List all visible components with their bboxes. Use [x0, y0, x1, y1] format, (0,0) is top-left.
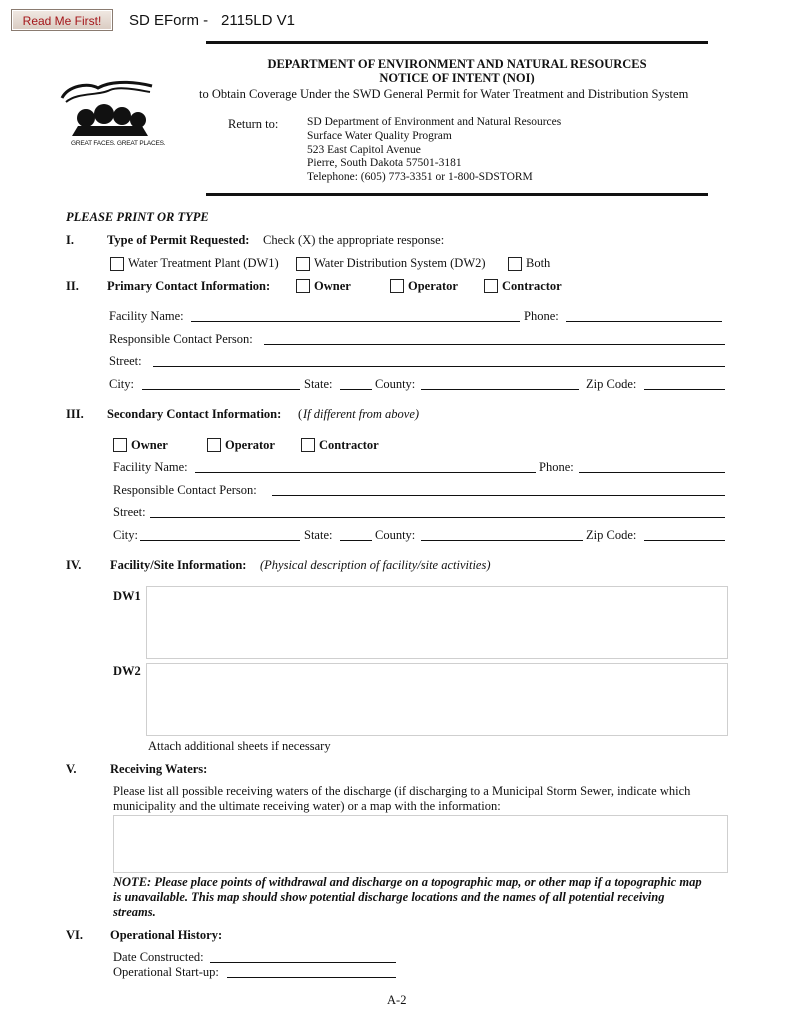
primary-state-label: State:: [304, 377, 333, 391]
dw2-option-label: Water Distribution System (DW2): [314, 256, 486, 270]
section-1-number: I.: [66, 233, 74, 247]
primary-county-field[interactable]: [421, 389, 579, 390]
primary-phone-field[interactable]: [566, 321, 722, 322]
receiving-text-line: Please list all possible receiving waters of the discharge (if discharging to a Municipal Storm Sewer, indicate which: [113, 784, 691, 798]
dw2-checkbox[interactable]: [296, 257, 310, 271]
department-title: DEPARTMENT OF ENVIRONMENT AND NATURAL RESOURCES: [267, 57, 647, 71]
secondary-facility-label: Facility Name:: [113, 460, 188, 474]
page-number: A-2: [387, 993, 407, 1007]
section-4-number: IV.: [66, 558, 82, 572]
return-line: Surface Water Quality Program: [307, 130, 452, 142]
section-6-number: VI.: [66, 928, 84, 942]
form-id: SD EForm -: [129, 12, 209, 29]
print-note: PLEASE PRINT OR TYPE: [66, 210, 209, 224]
secondary-owner-checkbox[interactable]: [113, 438, 127, 452]
section-1-instruction: Check (X) the appropriate response:: [263, 233, 445, 247]
top-rule: [206, 41, 708, 44]
secondary-street-field[interactable]: [150, 517, 725, 518]
secondary-state-label: State:: [304, 528, 333, 542]
secondary-street-label: Street:: [113, 505, 146, 519]
section-5-number: V.: [66, 762, 77, 776]
section-6-title: Operational History:: [110, 928, 223, 942]
secondary-phone-label: Phone:: [539, 460, 574, 474]
return-line: Telephone: (605) 773-3351 or 1-800-SDSTORM: [307, 171, 533, 183]
form-code: 2115LD V1: [221, 12, 295, 29]
section-1-title: Type of Permit Requested:: [107, 233, 250, 247]
map-note-line: streams.: [113, 905, 156, 919]
secondary-contractor-label: Contractor: [319, 438, 379, 452]
return-line: 523 East Capitol Avenue: [307, 144, 421, 156]
return-to-label: Return to:: [228, 117, 279, 131]
secondary-zip-field[interactable]: [644, 540, 725, 541]
date-constructed-field[interactable]: [210, 962, 396, 963]
map-note-line: is unavailable. This map should show potential discharge locations and the names of all potential receiving: [113, 890, 665, 904]
primary-county-label: County:: [375, 377, 416, 391]
primary-operator-checkbox[interactable]: [390, 279, 404, 293]
secondary-owner-label: Owner: [131, 438, 168, 452]
section-5-title: Receiving Waters:: [110, 762, 208, 776]
section-3-note: If different from above): [303, 407, 420, 421]
attach-note: Attach additional sheets if necessary: [148, 739, 331, 753]
primary-phone-label: Phone:: [524, 309, 559, 323]
secondary-contact-field[interactable]: [272, 495, 725, 496]
section-2-number: II.: [66, 279, 79, 293]
secondary-contractor-checkbox[interactable]: [301, 438, 315, 452]
return-line: Pierre, South Dakota 57501-3181: [307, 157, 462, 169]
primary-facility-field[interactable]: [191, 321, 520, 322]
primary-owner-checkbox[interactable]: [296, 279, 310, 293]
primary-contact-label: Responsible Contact Person:: [109, 332, 253, 346]
dw1-label: DW1: [113, 589, 141, 603]
dw1-description-box[interactable]: [146, 586, 728, 659]
dw2-label: DW2: [113, 664, 141, 678]
primary-street-label: Street:: [109, 354, 142, 368]
both-checkbox[interactable]: [508, 257, 522, 271]
section-3-number: III.: [66, 407, 84, 421]
header-bottom-rule: [206, 193, 708, 196]
receiving-waters-box[interactable]: [113, 815, 728, 873]
primary-state-field[interactable]: [340, 389, 372, 390]
secondary-phone-field[interactable]: [579, 472, 725, 473]
secondary-operator-checkbox[interactable]: [207, 438, 221, 452]
section-2-title: Primary Contact Information:: [107, 279, 271, 293]
secondary-city-field[interactable]: [140, 540, 300, 541]
dw2-description-box[interactable]: [146, 663, 728, 736]
notice-title: NOTICE OF INTENT (NOI): [379, 71, 535, 85]
primary-city-label: City:: [109, 377, 135, 391]
notice-subtitle: to Obtain Coverage Under the SWD General Permit for Water Treatment and Distribution System: [199, 87, 689, 101]
section-4-note: (Physical description of facility/site activities): [260, 558, 491, 572]
secondary-state-field[interactable]: [340, 540, 372, 541]
map-note-line: NOTE: Please place points of withdrawal and discharge on a topographic map, or other map if a topographic map: [113, 875, 702, 889]
read-me-first-button[interactable]: Read Me First!: [11, 9, 113, 31]
secondary-county-field[interactable]: [421, 540, 583, 541]
primary-zip-field[interactable]: [644, 389, 725, 390]
dw1-checkbox[interactable]: [110, 257, 124, 271]
section-3-note-paren: (: [298, 407, 303, 421]
secondary-city-label: City:: [113, 528, 139, 542]
secondary-operator-label: Operator: [225, 438, 275, 452]
both-option-label: Both: [526, 256, 551, 270]
primary-owner-label: Owner: [314, 279, 351, 293]
dw1-option-label: Water Treatment Plant (DW1): [128, 256, 279, 270]
primary-contractor-checkbox[interactable]: [484, 279, 498, 293]
secondary-contact-label: Responsible Contact Person:: [113, 483, 257, 497]
receiving-text-line: municipality and the ultimate receiving water) or a map with the information:: [113, 799, 501, 813]
primary-operator-label: Operator: [408, 279, 458, 293]
primary-contractor-label: Contractor: [502, 279, 562, 293]
primary-contact-field[interactable]: [264, 344, 725, 345]
primary-zip-label: Zip Code:: [586, 377, 637, 391]
secondary-county-label: County:: [375, 528, 416, 542]
startup-field[interactable]: [227, 977, 396, 978]
secondary-facility-field[interactable]: [195, 472, 536, 473]
secondary-zip-label: Zip Code:: [586, 528, 637, 542]
return-line: SD Department of Environment and Natural Resources: [307, 116, 562, 128]
section-3-title: Secondary Contact Information:: [107, 407, 282, 421]
startup-label: Operational Start-up:: [113, 965, 219, 979]
primary-city-field[interactable]: [142, 389, 300, 390]
logo-tagline: GREAT FACES. GREAT PLACES.: [71, 140, 166, 147]
date-constructed-label: Date Constructed:: [113, 950, 204, 964]
primary-street-field[interactable]: [153, 366, 725, 367]
section-4-title: Facility/Site Information:: [110, 558, 247, 572]
primary-facility-label: Facility Name:: [109, 309, 184, 323]
